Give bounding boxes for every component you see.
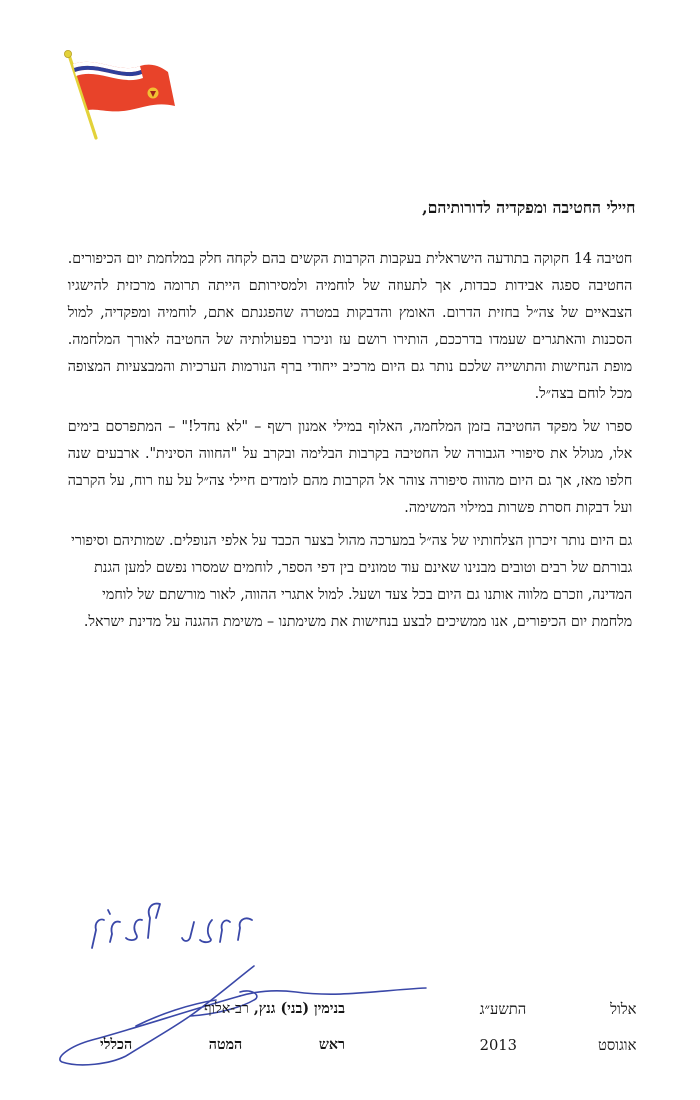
signatory-title-word: הכללי [100, 1036, 133, 1053]
signatory-rank: רב-אלוף [204, 1001, 249, 1017]
letter-body [68, 246, 632, 642]
signatory-line [51, 1000, 345, 1036]
letter-greeting: חיילי החטיבה ומפקדיה לדורותיהם, [422, 198, 636, 217]
signature-block [51, 1000, 345, 1054]
letter-paragraph: גם היום נותר זיכרון הצלחותיו של צה״ל במערכה מהול בצער הכבד על אלפי הנופלים. שמותיהם וסיפורי גבורתם של רבים וטובים מבנינו שאינם עוד טמונים בין דפי הספר, לוחמים שמסרו נפשם למען הגנת המדינה, וזכרם מלווה אותנו גם היום בכל צעד ושעל. למול אתגרי ההווה, לאור מורשתם של לוחמי מלחמת יום הכיפורים, אנו ממשיכים לבצע בנחישות את משימתנו – משימת ההגנה על מדינת ישראל. [71, 533, 633, 630]
date-block [480, 1000, 637, 1072]
brigade-flag-logo [58, 48, 182, 143]
handwritten-note [80, 898, 265, 958]
flag-emblem [148, 88, 159, 99]
hebrew-month: אלול [610, 1000, 637, 1018]
signatory-title-word: המטה [208, 1036, 243, 1053]
signatory-title [100, 1036, 345, 1054]
flag-pole-finial [64, 50, 71, 57]
gregorian-year: 2013 [479, 1036, 518, 1054]
letter-paragraph: ספרו של מפקד החטיבה בזמן המלחמה, האלוף במילי אמנון רשף – "לא נחדל!" – המתפרסם בימים אלו, מגולל את סיפורי הגבורה של החטיבה בקרבות הבלימה ובקרב על "החווה הסינית". ארבעים שנה חלפו מאז, אך גם היום מהווה סיפורה צוהר אל הקרבות מהם לומדים חיילי צה״ל על עוז רוח, על הקרבה ועל דבקות חסרת פשרות במילוי המשימה. [67, 419, 633, 516]
signatory-name: בנימין (בני) גנץ, [253, 1000, 345, 1017]
hebrew-date [480, 1000, 637, 1036]
signatory-title-word: ראש [318, 1036, 345, 1053]
hebrew-year: התשע״ג [479, 1000, 527, 1018]
gregorian-date [480, 1036, 637, 1072]
letter-paragraph: חטיבה 14 חקוקה בתודעה הישראלית בעקבות הקרבות הקשים בהם לקחה חלק במלחמת יום הכיפורים. החטיבה ספגה אבידות כבדות, אך לתעוזה של לוחמיה ולמסירותם הייתה תרומה מרכזית להישגיו הצבאיים של צה״ל בחזית הדרום. האומץ והדבקות במטרה שהפגנתם אתם, לוחמיה ומפקדיה, למול הסכנות והאתגרים שעמדו בדרככם, הותירו רושם עז וניכרו בפעולותיה של החטיבה לאורך המלחמה. מופת הנחישות והתושייה שלכם נותר גם היום מרכיב ייחודי ברף הנורמות הערכיות והמבצעיות המצופה מכל לוחם בצה״ל. [67, 251, 633, 402]
gregorian-month: אוגוסט [597, 1036, 637, 1054]
